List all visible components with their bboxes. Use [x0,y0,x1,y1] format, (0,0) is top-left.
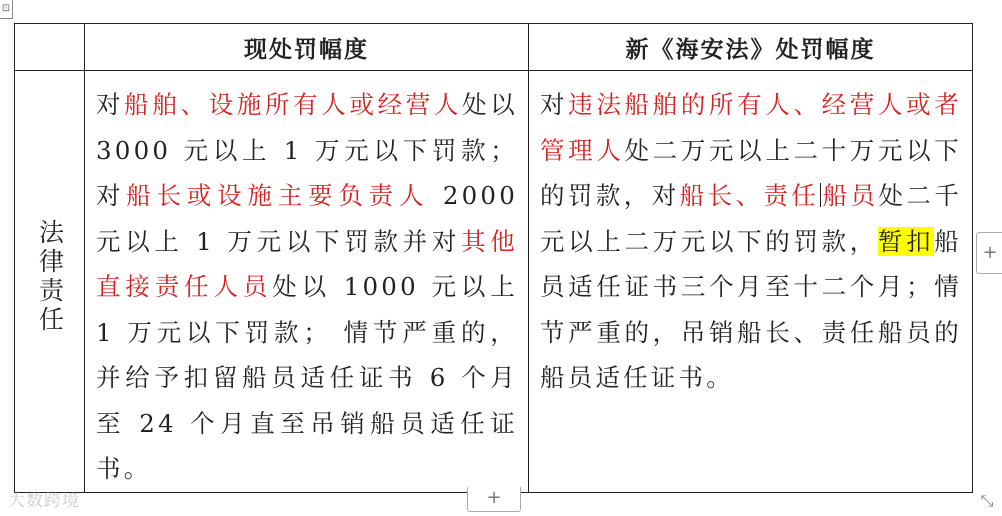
red-emphasis-text: 其他直接责任人员 [96,226,519,301]
table-select-handle[interactable]: ⊡ [0,0,13,19]
body-text: 对 [540,90,569,119]
body-text: 处以 3000 元以上 1 万元以下罚款；对 [96,90,519,210]
watermark-logo: 大数跨境 [8,491,80,511]
red-emphasis-text: 船长、责任 [679,181,820,210]
category-label: 法律责任 [35,219,65,335]
current-penalty-cell[interactable] [85,71,529,493]
body-text: 对 [96,90,125,119]
red-emphasis-text: 船舶、设施所有人或经营人 [124,90,463,119]
current-penalty-text[interactable] [85,71,528,492]
body-text: 2000 元以上 1 万元以下罚款并对 [96,181,519,256]
new-penalty-text[interactable] [529,71,972,401]
penalty-comparison-table [14,23,973,493]
table-row [15,71,973,493]
table-resize-icon[interactable]: ⤡ [980,491,994,510]
red-emphasis-text: 违法船舶的所有人、经营人或者管理人 [540,90,962,165]
body-text: 处以 1000 元以上 1 万元以下罚款； 情节严重的，并给予扣留船员适任证书 6 个月至 24 个月直至吊销船员适任证书。 [96,272,518,483]
body-text: 处二千元以上二万元以下的罚款， [540,181,963,256]
header-new-penalty: 新《海安法》处罚幅度 [529,24,973,71]
body-text: 船员适任证书三个月至十二个月；情节严重的，吊销船长、责任船员的船员适任证书。 [540,226,962,392]
add-row-button[interactable]: + [467,487,521,512]
red-emphasis-text: 船长或设施主要负责人 [126,181,430,210]
body-text: 处二万元以上二十万元以下的罚款，对 [540,135,962,210]
red-emphasis-text: 船员 [822,181,879,210]
highlighted-text: 暂扣 [877,226,935,256]
header-current-penalty: 现处罚幅度 [85,24,529,71]
new-penalty-cell[interactable] [529,71,973,493]
header-empty-cell [15,24,85,71]
category-cell [15,71,85,493]
header-row [15,24,973,71]
add-column-button[interactable]: + [976,232,1002,274]
